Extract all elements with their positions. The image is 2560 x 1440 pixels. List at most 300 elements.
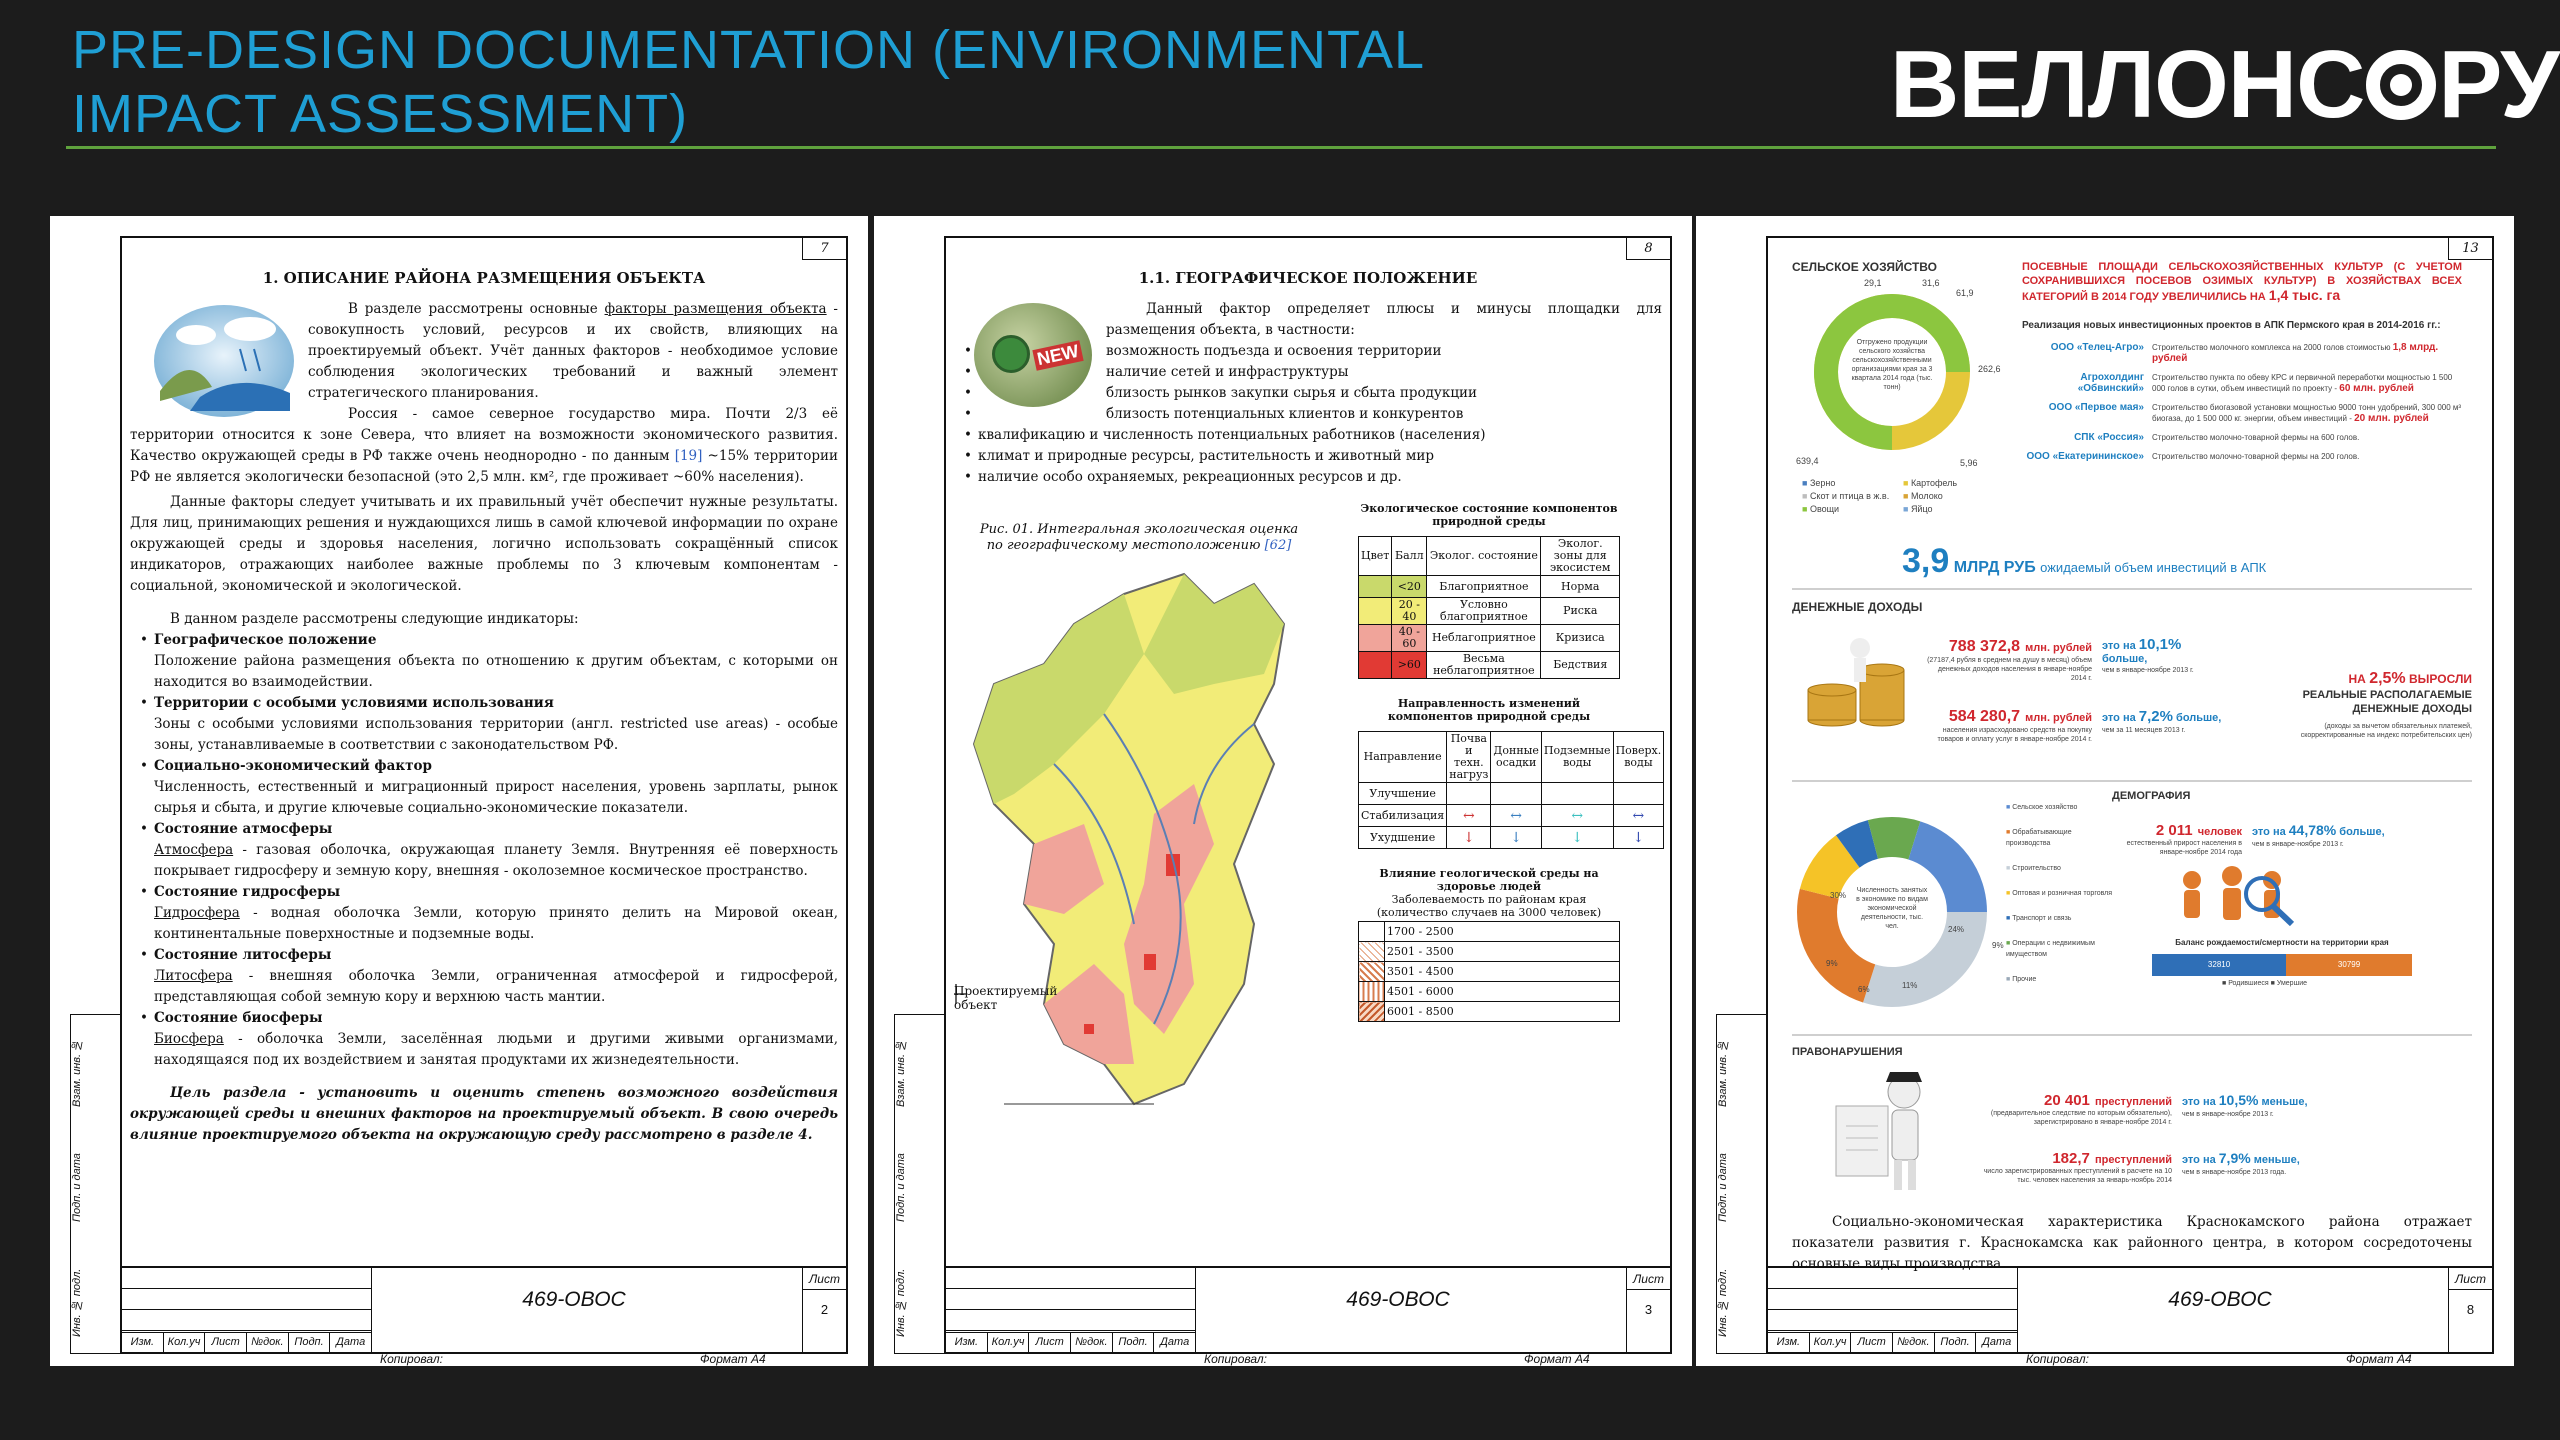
page-number: 8 xyxy=(1626,238,1670,260)
indicator-text xyxy=(154,1029,838,1071)
crime-heading: ПРАВОНАРУШЕНИЯ xyxy=(1792,1046,1903,1058)
donut-center-text: Отгружено продукции сельского хозяйства сельскохозяйственными организациями края за 3 квартала 2014 года (тыс. тонн) xyxy=(1851,339,1933,391)
table-cell: 4501 - 6000 xyxy=(1385,982,1620,1002)
table-cell: 1700 - 2500 xyxy=(1385,922,1620,942)
table-cell: Благоприятное xyxy=(1427,576,1541,598)
legend-swatch: ■ xyxy=(1903,504,1911,514)
trend-arrow-icon: ↓ xyxy=(1491,827,1542,849)
project-desc: Строительство биогазовой установки мощностью 9000 тонн удобрений, 300 000 м³ биогаза, до 1 500 000 кг. энергии, объем инвестиций - xyxy=(2152,403,2462,423)
stamp-col: Лист xyxy=(205,1333,247,1352)
sown-text: ПОСЕВНЫЕ ПЛОЩАДИ СЕЛЬСКОХОЗЯЙСТВЕННЫХ КУЛЬТУР (С УЧЕТОМ СОХРАНИВШИХСЯ ПОСЕВОВ ОЗИМЫХ КУЛЬТУР) В ХОЗЯЙСТВАХ ВСЕХ КАТЕГОРИЙ В 2014 ГОДУ УВЕЛИЧИЛИСЬ НА xyxy=(2022,261,2462,303)
hatch-swatch xyxy=(1359,982,1385,1002)
trend-arrow-icon xyxy=(1541,783,1613,805)
project-name: СПК «Россия» xyxy=(2074,432,2144,443)
indicator-item xyxy=(140,630,838,693)
term-link[interactable]: Биосфера xyxy=(154,1031,224,1047)
page1-body xyxy=(130,256,838,1146)
pie-legend xyxy=(2006,802,2116,999)
table-row xyxy=(1359,962,1620,982)
legend-label: Строительство xyxy=(2012,865,2061,872)
term-definition: - газовая оболочка, окружающая планету Земля. Внутренняя её поверхность покрывает гидросферу и земную кору, внешняя - околоземное космическое пространство. xyxy=(154,842,838,879)
births-change xyxy=(2252,820,2462,850)
term-definition: - оболочка Земли, заселённая людьми и другими живыми организмами, находящаяся под их воздействием и занятая продуктами их жизнедеятельности. xyxy=(154,1031,838,1068)
project-row xyxy=(2022,372,2462,394)
side-label: Инв. № подл. xyxy=(71,1268,83,1338)
side-label: Подп. и дата xyxy=(1717,1153,1729,1223)
term-definition: - водная оболочка Земли, которую принято делить на Мировой океан, континентальные поверхностные и подземные воды. xyxy=(154,905,838,942)
spending-desc: населения израсходовано средств на покупку товаров и оплату услуг в январе-ноябре 2014 г. xyxy=(1937,727,2092,743)
side-label: Инв. № подл. xyxy=(1717,1268,1729,1338)
stamp-col: Изм. xyxy=(122,1333,164,1352)
indicator-description: Положение района размещения объекта по отношению к другим объектам, с которыми он находится во взаимодействии. xyxy=(154,653,838,690)
paragraph-text: В разделе рассмотрены основные xyxy=(348,301,605,317)
change-prefix: это на xyxy=(2102,640,2139,652)
indicator-heading: • Территории с особыми условиями использования xyxy=(154,695,554,711)
table-row xyxy=(1359,1002,1620,1022)
income-block xyxy=(1922,636,2092,683)
trend-arrow-icon: ↓ xyxy=(1541,827,1613,849)
legend-label: Скот и птица в ж.в. xyxy=(1809,491,1890,501)
table-subtitle: Заболеваемость по районам края (количество случаев на 3000 человек) xyxy=(1376,893,1602,919)
table-row xyxy=(1359,922,1620,942)
project-name: Агрохолдинг «Обвинский» xyxy=(2077,372,2144,394)
paragraph-text: Данный фактор определяет плюсы и минусы площадки для размещения объекта, в частности: xyxy=(1106,301,1662,338)
donut-value: 639,4 xyxy=(1796,456,1819,466)
paragraph-text: Данные факторы следует учитывать и их правильный учёт обеспечит нужные результаты. Для лиц, принимающих решения и нуждающихся лишь в самой ключевой информации по охране окружающей среды и здоровья населения, логично использовать сокращённый список индикаторов, отражающих наиболее важные проблемы по 3 ключевым компонентам - социальной, экономической и экологической. xyxy=(130,494,838,594)
project-text xyxy=(2152,402,2462,424)
donut-value: 262,6 xyxy=(1978,364,2001,374)
legend-swatch: ■ xyxy=(2006,976,2013,983)
header-divider xyxy=(66,146,2496,149)
table-cell: Бедствия xyxy=(1541,652,1620,679)
table-title: Влияние геологической среды на здоровье людей xyxy=(1379,867,1599,893)
invest-text: ожидаемый объем инвестиций в АПК xyxy=(2040,560,2267,575)
table-cell: 3501 - 4500 xyxy=(1385,962,1620,982)
spending-block xyxy=(1922,706,2092,744)
section-divider xyxy=(1792,780,2472,782)
page-number: 7 xyxy=(802,238,846,260)
trend-arrow-icon: ↔ xyxy=(1613,805,1664,827)
change-value: 10,5% xyxy=(2218,1092,2259,1108)
real-income xyxy=(2292,668,2472,740)
term-link[interactable]: Атмосфера xyxy=(154,842,234,858)
legend-swatch: ■ xyxy=(2006,829,2013,836)
crime-desc: (предварительное следствие по которым обязательно), зарегистрировано в январе-ноябре 2014 г. xyxy=(1990,1110,2172,1126)
paragraph-text: - совокупность условий, ресурсов и их свойств, влияющих на проектируемый объект. Учёт данных факторов - необходимое условие соблюдения экологических требований и важный элемент стратегического планирования. xyxy=(308,301,838,401)
project-value: 1,8 млрд. рублей xyxy=(2152,342,2439,364)
map-and-legend xyxy=(954,502,1662,1162)
change-prefix: это на xyxy=(2182,1096,2219,1108)
legend-swatch: ■ xyxy=(2006,940,2013,947)
legend-swatch: ■ xyxy=(2006,915,2013,922)
indicator-text xyxy=(154,651,838,693)
project-desc: Строительство пункта по обеву КРС и первичной переработки мощностью 1 500 000 голов в сутки, объем инвестиций по проекту - xyxy=(2152,373,2453,393)
logo-text-right: РУ xyxy=(2438,31,2559,138)
pie-label: 9% xyxy=(1826,959,1838,968)
pie-label: 11% xyxy=(1902,981,1918,990)
term-definition: - внешняя оболочка Земли, ограниченная атмосферой и гидросферой, представляющая собой земную кору и верхнюю часть мантии. xyxy=(154,968,838,1005)
project-row xyxy=(2022,402,2462,424)
change-word: больше, xyxy=(2172,712,2222,724)
document-code: 469-ОВОС xyxy=(522,1288,626,1311)
projects-list xyxy=(2022,342,2462,470)
sheet-label: Лист xyxy=(803,1268,846,1290)
change-word: больше, xyxy=(2336,826,2385,838)
side-label: Инв. № подл. xyxy=(895,1268,907,1338)
stamp-col: Дата xyxy=(330,1333,372,1352)
section-goal: Цель раздела - установить и оценить степень возможного воздействия окружающей среды и внешних факторов на проектируемый объект. В свою очередь влияние проектируемого объекта на окружающую среду рассмотрено в разделе 4. xyxy=(130,1085,838,1143)
legend-item xyxy=(2006,938,2116,960)
stamp-col: №док. xyxy=(1893,1333,1935,1352)
project-text xyxy=(2152,372,2462,394)
donut-value: 31,6 xyxy=(1922,278,1940,288)
factors-link[interactable]: факторы размещения объекта xyxy=(604,301,827,317)
donut-value: 29,1 xyxy=(1864,278,1882,288)
factor-item: • климат и природные ресурсы, растительность и животный мир xyxy=(964,446,1662,467)
change-value: 44,78% xyxy=(2288,822,2337,838)
stamp-col: Кол.уч xyxy=(988,1333,1030,1352)
legend-item xyxy=(1903,478,2002,489)
crime-rate-change xyxy=(2182,1148,2382,1178)
legend-label: Зерно xyxy=(1809,478,1836,488)
project-desc: Строительство молочно-товарной фермы на 200 голов. xyxy=(2152,452,2360,461)
sheet-label: Лист xyxy=(1627,1268,1670,1290)
table-header-cell: Поверх. воды xyxy=(1613,732,1664,783)
agriculture-heading: СЕЛЬСКОЕ ХОЗЯЙСТВО xyxy=(1792,260,1937,274)
caption-line: Рис. 01. Интегральная экологическая оценка xyxy=(979,522,1299,537)
legend-tables xyxy=(1358,502,1662,1022)
crime-change xyxy=(2182,1090,2382,1120)
legend-label: Сельское хозяйство xyxy=(2012,804,2078,811)
side-stamp xyxy=(1716,1014,1766,1354)
sown-value: 1,4 тыс. га xyxy=(2268,287,2341,303)
stamp-col: №док. xyxy=(1071,1333,1113,1352)
side-stamp xyxy=(70,1014,120,1354)
trend-arrow-icon xyxy=(1447,783,1491,805)
legend-swatch: ■ xyxy=(1903,491,1911,501)
side-label: Подп. и дата xyxy=(895,1153,907,1223)
factor-item: • возможность подъезда и освоения территории xyxy=(964,341,1662,362)
stamp-col: Изм. xyxy=(946,1333,988,1352)
legend-label: Молоко xyxy=(1910,491,1943,501)
side-label: Взам. инв. № xyxy=(1717,1038,1729,1108)
table-cell: <20 xyxy=(1392,576,1427,598)
table-cell: Норма xyxy=(1541,576,1620,598)
sown-area-text xyxy=(2022,260,2462,304)
table-row xyxy=(1359,625,1620,652)
copied-label: Копировал: xyxy=(1204,1352,1268,1366)
crime-rate-desc: число зарегистрированных преступлений в расчете на 10 тыс. человек населения за январь-ноябрь 2014 xyxy=(1983,1168,2172,1184)
side-stamp xyxy=(894,1014,944,1354)
title-block xyxy=(122,1266,846,1352)
donut-value: 5,96 xyxy=(1960,458,1978,468)
change-word: больше, xyxy=(2102,653,2148,665)
stamp-col: Изм. xyxy=(1768,1333,1810,1352)
change-note: чем в январе-ноябре 2013 г. xyxy=(2182,1111,2274,1118)
indicator-list xyxy=(130,630,838,1071)
reference-link[interactable]: [62] xyxy=(1264,538,1292,553)
new-badge: NEW xyxy=(1032,340,1083,371)
indicator-item xyxy=(140,756,838,819)
table-cell: Улучшение xyxy=(1359,783,1447,805)
section-divider xyxy=(1792,1034,2472,1036)
legend-label: Прочие xyxy=(2012,976,2037,983)
table-row xyxy=(1359,805,1664,827)
income-value: 788 372,8 xyxy=(1948,638,2021,655)
table-row xyxy=(1359,652,1620,679)
table-row xyxy=(1359,598,1620,625)
table-row xyxy=(1359,982,1620,1002)
legend-item xyxy=(2006,802,2116,813)
project-text xyxy=(2152,342,2462,364)
change-prefix: это на xyxy=(2252,826,2289,838)
table-cell: Риска xyxy=(1541,598,1620,625)
births-bar: 32810 xyxy=(2152,954,2286,976)
change-note: чем в январе-ноябре 2013 г. xyxy=(2252,841,2344,848)
section-divider xyxy=(1792,588,2472,590)
side-label: Взам. инв. № xyxy=(71,1038,83,1108)
table-row xyxy=(1359,576,1620,598)
legend-swatch: ■ xyxy=(2006,804,2013,811)
table-cell: 20 - 40 xyxy=(1392,598,1427,625)
stamp-col: Подп. xyxy=(1935,1333,1977,1352)
side-label: Взам. инв. № xyxy=(895,1038,907,1108)
legend-swatch: ■ xyxy=(2006,865,2013,872)
indicator-description: Численность, естественный и миграционный прирост населения, уровень зарплаты, рынок сырья и сбыта, и другие ключевые социально-экономические показатели. xyxy=(154,779,838,816)
trend-arrow-icon: ↔ xyxy=(1541,805,1613,827)
side-label: Подп. и дата xyxy=(71,1153,83,1223)
change-note: чем в январе-ноябре 2013 года. xyxy=(2182,1169,2287,1176)
income-desc: (27187,4 рубля в среднем на душу в месяц) объем денежных доходов населения в январе-ноябре 2014 г. xyxy=(1927,657,2092,682)
deaths-bar: 30799 xyxy=(2286,954,2412,976)
document-code: 469-ОВОС xyxy=(1346,1288,1450,1311)
table-row xyxy=(1359,827,1664,849)
paragraph-text: Россия - самое северное государство мира. Почти 2/3 её территории относится к зоне Севера, что влияет на возможности экономического развития. Качество окружающей среды в РФ также очень неоднородно - по данным xyxy=(130,406,838,464)
project-name: ООО «Екатерининское» xyxy=(2026,451,2144,462)
title-block xyxy=(946,1266,1670,1352)
money-heading: ДЕНЕЖНЫЕ ДОХОДЫ xyxy=(1792,600,1923,614)
health-table xyxy=(1358,921,1620,1022)
births-desc: естественный прирост населения в январе-ноябре 2014 года xyxy=(2126,840,2242,856)
project-value: 60 млн. рублей xyxy=(2339,383,2414,394)
project-text xyxy=(2152,432,2462,443)
table-cell: Весьма неблагоприятное xyxy=(1427,652,1541,679)
projects-heading: Реализация новых инвестиционных проектов в АПК Пермского края в 2014-2016 гг.: xyxy=(2022,320,2441,331)
sheet-3 xyxy=(1696,216,2514,1366)
legend-swatch: ■ xyxy=(1802,478,1810,488)
factor-item: • квалификацию и численность потенциальных работников (населения) xyxy=(964,425,1662,446)
title-line-2: IMPACT ASSESSMENT) xyxy=(72,84,689,144)
crime-rate-value: 182,7 xyxy=(2052,1150,2090,1167)
indicator-heading: • Состояние гидросферы xyxy=(154,884,341,900)
real-suffix: ВЫРОСЛИ xyxy=(2405,672,2472,686)
pie-center-text: Численность занятых в экономике по видам экономической деятельности, тыс. чел. xyxy=(1856,887,1928,930)
reference-link[interactable]: [19] xyxy=(674,448,703,464)
legend-label: Транспорт и связь xyxy=(2012,915,2072,922)
change-note: чем за 11 месяцев 2013 г. xyxy=(2102,727,2186,734)
crime-unit: преступлений xyxy=(2094,1096,2172,1108)
legend-item xyxy=(2006,827,2116,849)
demography-heading: ДЕМОГРАФИЯ xyxy=(2112,790,2191,802)
ecology-map[interactable] xyxy=(954,564,1324,1124)
factor-item: • близость потенциальных клиентов и конкурентов xyxy=(964,404,1662,425)
color-swatch xyxy=(1359,652,1392,679)
legend-item xyxy=(2006,974,2116,985)
police-officer-icon xyxy=(1832,1066,1942,1196)
copied-label: Копировал: xyxy=(2026,1352,2090,1366)
color-swatch xyxy=(1359,598,1392,625)
indicator-heading: • Состояние биосферы xyxy=(154,1010,323,1026)
project-desc: Строительство молочно-товарной фермы на 600 голов. xyxy=(2152,433,2360,442)
change-word: меньше, xyxy=(2258,1096,2308,1108)
sheet-1 xyxy=(50,216,868,1366)
factor-item: • наличие особо охраняемых, рекреационных ресурсов и др. xyxy=(964,467,1662,488)
trend-arrow-icon xyxy=(1491,783,1542,805)
crime-block xyxy=(1972,1090,2172,1127)
indicator-text xyxy=(154,840,838,882)
table-header-cell: Подземные воды xyxy=(1541,732,1613,783)
indicator-item xyxy=(140,882,838,945)
real-value: 2,5% xyxy=(2369,670,2406,687)
legend-label: Обрабатывающие производства xyxy=(2006,829,2072,847)
trend-arrow-icon: ↓ xyxy=(1447,827,1491,849)
trend-arrow-icon xyxy=(1613,783,1664,805)
title-block xyxy=(1768,1266,2492,1352)
project-value: 20 млн. рублей xyxy=(2354,413,2429,424)
legend-swatch: ■ xyxy=(2006,890,2013,897)
spending-change xyxy=(2102,706,2232,736)
brand-logo[interactable] xyxy=(1890,31,2559,138)
stamp-col: Кол.уч xyxy=(164,1333,206,1352)
donut-value: 61,9 xyxy=(1956,288,1974,298)
color-swatch xyxy=(1359,625,1392,652)
legend-swatch: ■ xyxy=(1903,478,1911,488)
change-prefix: это на xyxy=(2182,1154,2219,1166)
sheet-number: 3 xyxy=(1644,1302,1653,1317)
table-cell: Условно благоприятное xyxy=(1427,598,1541,625)
indicator-heading: • Географическое положение xyxy=(154,632,377,648)
stamp-col: Подп. xyxy=(289,1333,331,1352)
table-cell: 2501 - 3500 xyxy=(1385,942,1620,962)
term-link[interactable]: Литосфера xyxy=(154,968,233,984)
spending-value: 584 280,7 xyxy=(1948,708,2021,725)
crime-value: 20 401 xyxy=(2044,1092,2090,1109)
change-value: 7,2% xyxy=(2138,708,2173,725)
format-label: Формат А4 xyxy=(1524,1352,1590,1366)
logo-text-left: ВЕЛЛОНС xyxy=(1890,31,2365,138)
legend-swatch: ■ xyxy=(1802,491,1810,501)
indicator-heading: • Состояние литосферы xyxy=(154,947,332,963)
table-title: Экологическое состояние компонентов природной среды xyxy=(1360,502,1618,528)
infographic xyxy=(1792,260,2472,1220)
table-header-cell: Балл xyxy=(1392,537,1427,576)
legend-label: Яйцо xyxy=(1910,504,1933,514)
real-prefix: НА xyxy=(2348,672,2370,686)
legend-item xyxy=(1802,478,1901,489)
page-title xyxy=(72,18,1425,146)
births-value: 2 011 xyxy=(2155,822,2193,839)
project-row xyxy=(2022,432,2462,443)
table-cell: Стабилизация xyxy=(1359,805,1447,827)
spending-unit: млн. рублей xyxy=(2025,712,2092,724)
income-change xyxy=(2102,634,2222,676)
crime-rate-block xyxy=(1972,1148,2172,1185)
legend-item xyxy=(1802,504,1901,515)
indicator-item xyxy=(140,819,838,882)
change-value: 7,9% xyxy=(2218,1150,2251,1166)
factor-list xyxy=(954,341,1662,488)
table-header-cell: Эколог. состояние xyxy=(1427,537,1541,576)
table-header-cell: Донные осадки xyxy=(1491,732,1542,783)
section-heading: 1.1. ГЕОГРАФИЧЕСКОЕ ПОЛОЖЕНИЕ xyxy=(1138,269,1478,287)
project-name: ООО «Первое мая» xyxy=(2048,402,2144,413)
change-value: 10,1% xyxy=(2138,636,2182,653)
hatch-swatch xyxy=(1359,922,1385,942)
table-cell: Кризиса xyxy=(1541,625,1620,652)
project-row xyxy=(2022,342,2462,364)
project-row xyxy=(2022,451,2462,462)
caption-line: по географическому местоположению xyxy=(986,538,1265,553)
stamp-col: №док. xyxy=(247,1333,289,1352)
indicator-text xyxy=(154,966,838,1008)
indicator-heading: • Социально-экономический фактор xyxy=(154,758,432,774)
sheet-number: 2 xyxy=(820,1302,829,1317)
water-cycle-icon xyxy=(150,301,298,421)
balance-legend: ■ Родившиеся ■ Умершие xyxy=(2222,980,2307,987)
stamp-col: Лист xyxy=(1851,1333,1893,1352)
invest-value: 3,9 xyxy=(1902,542,1950,580)
term-link[interactable]: Гидросфера xyxy=(154,905,240,921)
indicator-item xyxy=(140,693,838,756)
legend-item xyxy=(1903,491,2002,502)
legend-item xyxy=(1903,504,2002,515)
summary-paragraph: Социально-экономическая характеристика Краснокамского района отражает показатели развития г. Краснокамска как районного центра, в котором сосредоточены основные виды производства. xyxy=(1792,1214,2472,1272)
legend-label: Картофель xyxy=(1910,478,1958,488)
legend-item xyxy=(2006,863,2116,874)
people-group-icon xyxy=(2172,860,2312,930)
paragraph-text: В данном разделе рассмотрены следующие индикаторы: xyxy=(170,611,579,627)
table-header-cell: Эколог. зоны для экосистем xyxy=(1541,537,1620,576)
format-label: Формат А4 xyxy=(2346,1352,2412,1366)
table-header-cell: Цвет xyxy=(1359,537,1392,576)
hatch-swatch xyxy=(1359,962,1385,982)
factor-item: • близость рынков закупки сырья и сбыта продукции xyxy=(964,383,1662,404)
legend-item xyxy=(2006,913,2116,924)
ecology-state-table xyxy=(1358,536,1620,679)
indicator-text xyxy=(154,777,838,819)
table-cell: >60 xyxy=(1392,652,1427,679)
real-note: (доходы за вычетом обязательных платежей, скорректированные на индекс потребительских цен) xyxy=(2300,723,2472,739)
table-cell: Неблагоприятное xyxy=(1427,625,1541,652)
title-line-1: PRE-DESIGN DOCUMENTATION (ENVIRONMENTAL xyxy=(72,20,1426,80)
section-heading: 1. ОПИСАНИЕ РАЙОНА РАЗМЕЩЕНИЯ ОБЪЕКТА xyxy=(262,269,706,287)
hatch-swatch xyxy=(1359,1002,1385,1022)
table-cell: 6001 - 8500 xyxy=(1385,1002,1620,1022)
figure-caption xyxy=(974,522,1304,554)
table-cell: 40 - 60 xyxy=(1392,625,1427,652)
change-word: меньше, xyxy=(2250,1154,2300,1166)
table-cell: Ухудшение xyxy=(1359,827,1447,849)
stamp-col: Подп. xyxy=(1113,1333,1155,1352)
trend-arrow-icon: ↓ xyxy=(1613,827,1664,849)
hatch-swatch xyxy=(1359,942,1385,962)
legend-swatch: ■ xyxy=(1802,504,1810,514)
agriculture-legend xyxy=(1802,478,2002,515)
indicator-description: Зоны с особыми условиями использования территории (англ. restricted use areas) - особые зоны, устанавливаемые в соответствии с законодательством РФ. xyxy=(154,716,838,753)
trend-arrow-icon: ↔ xyxy=(1491,805,1542,827)
pie-label: 9% xyxy=(1992,941,2004,950)
legend-label: Родившиеся xyxy=(2228,980,2269,987)
